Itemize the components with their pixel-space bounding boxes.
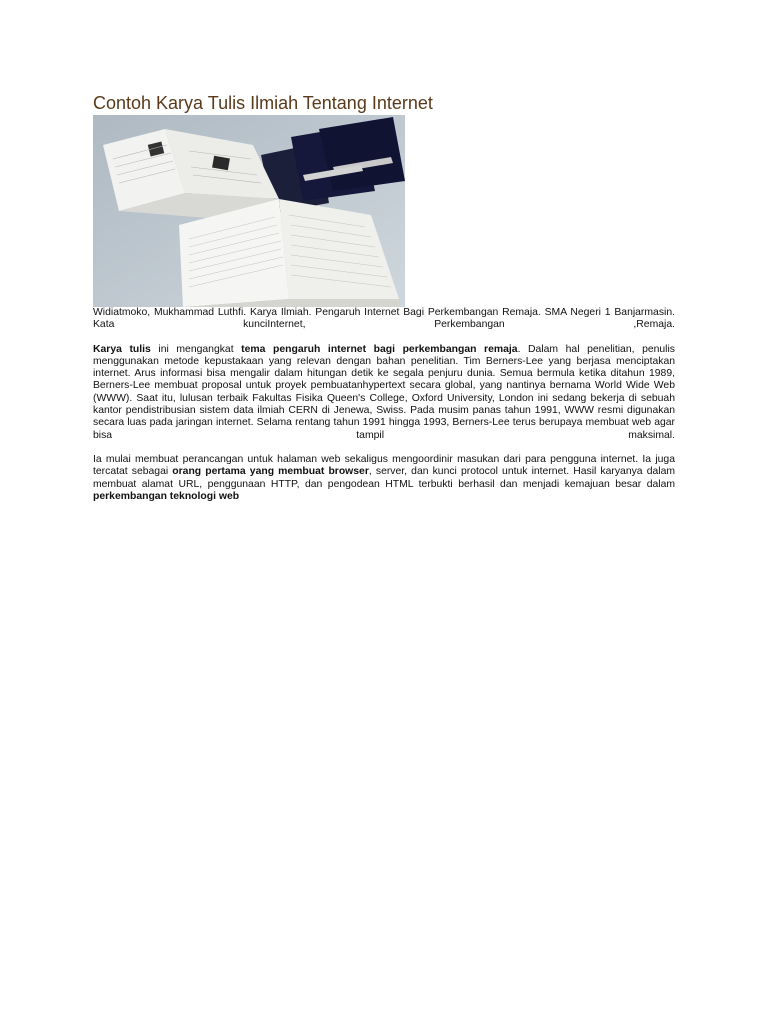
bold-phrase: orang pertama yang membuat browser xyxy=(172,466,369,478)
body-paragraph-1 xyxy=(93,344,675,442)
text-run: Ia mulai membuat perancangan untuk halaman web sekaligus mengoordinir masukan dari para pengguna internet. Ia juga tercatat sebagai xyxy=(93,453,675,478)
text-run: ini mengangkat xyxy=(150,343,242,355)
citation-paragraph: Widiatmoko, Mukhammad Luthfi. Karya Ilmiah. Pengaruh Internet Bagi Perkembangan Remaja. SMA Negeri 1 Banjarmasin. Kata kunciInternet, Perkembangan ,Remaja. xyxy=(93,307,675,331)
body-paragraph-2 xyxy=(93,454,675,503)
bold-phrase: Karya tulis xyxy=(93,343,151,355)
document-title: Contoh Karya Tulis Ilmiah Tentang Internet xyxy=(93,93,433,113)
text-run: , server, dan kunci protocol untuk internet. Hasil karyanya dalam membuat alamat URL, penggunaan HTTP, dan pengodean HTML terbukti berhasil dan menjadi kemajuan besar dalam xyxy=(93,466,676,490)
bold-phrase: tema pengaruh internet bagi perkembangan remaja xyxy=(241,343,518,355)
text-run: . Dalam hal penelitian, penulis menggunakan metode kepustakaan yang relevan dengan bahan penelitian. Tim Berners-Lee yang berjasa menciptakan internet. Arus informasi bisa mengalir dalam hitungan detik ke segala penjuru dunia. Semua bermula ketika ditahun 1989, Berners-Lee membuat proposal untuk proyek pembuatanhypertext secara global, yang nantinya bernama World Wide Web (WWW). Saat itu, lulusan terbaik Fakultas Fisika Queen's College, Oxford University, London ini sedang bekerja di sebuah kantor pendistribusian sistem data ilmiah CERN di Jenewa, Swiss. Pada musim panas tahun 1991, WWW resmi digunakan secara luas pada jaringan internet. Selama rentang tahun 1991 hingga 1993, Berners-Lee terus berupaya membuat web agar bisa tampil maksimal. xyxy=(93,343,675,441)
document-page xyxy=(93,92,675,503)
bold-phrase: perkembangan teknologi web xyxy=(93,490,240,502)
books-photo xyxy=(93,115,405,307)
